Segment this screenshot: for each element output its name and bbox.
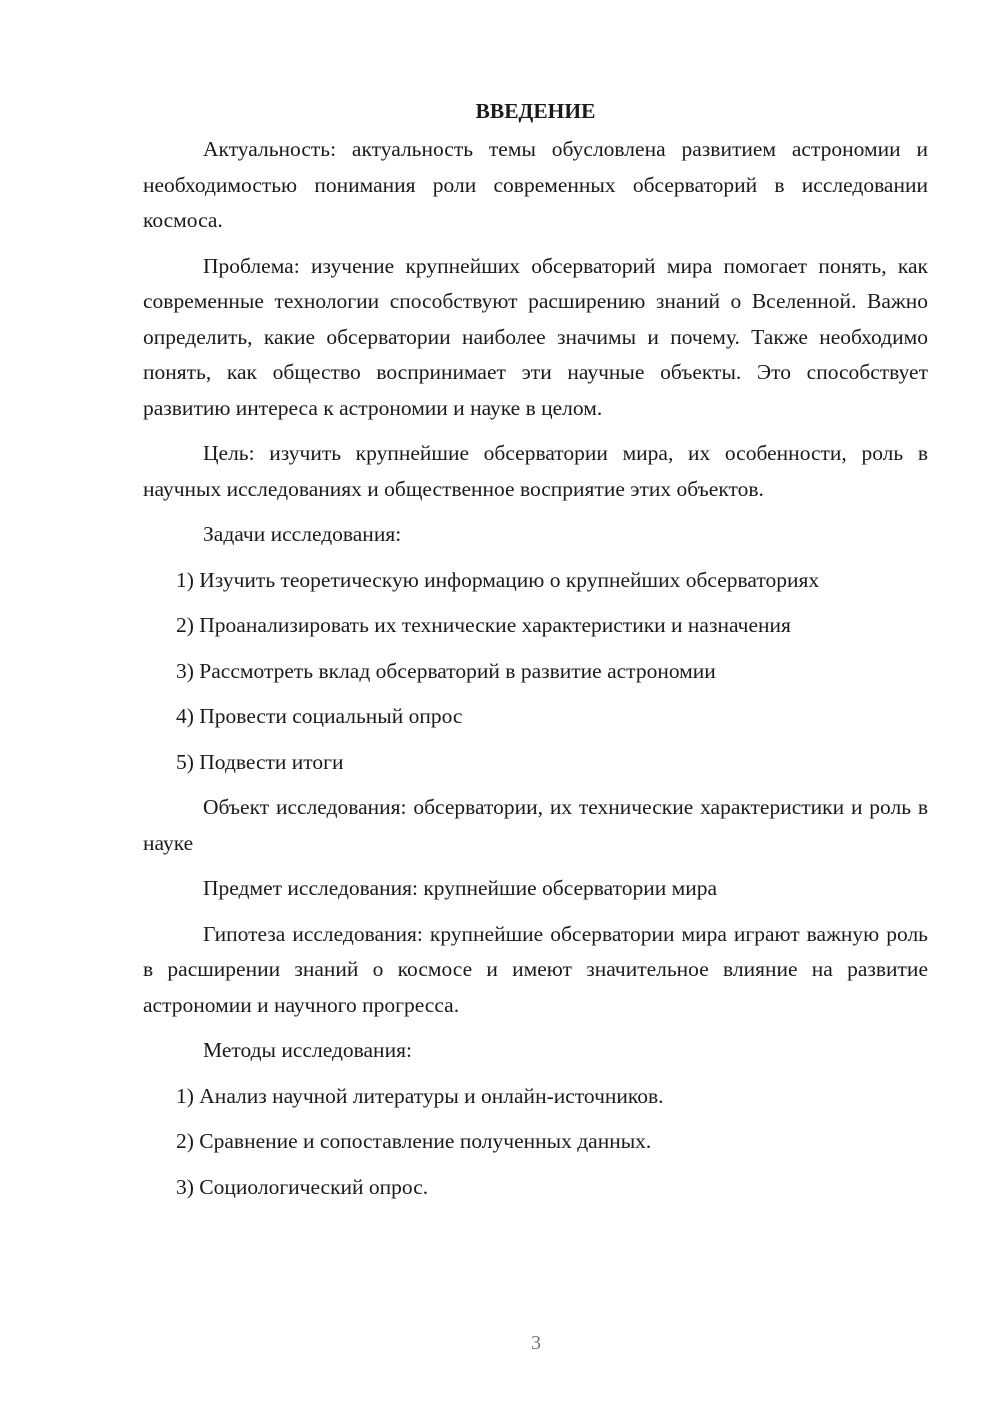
page-number: 3 [531,1332,541,1354]
methods-list [143,1079,928,1206]
relevance-paragraph: Актуальность: актуальность темы обусловлена развитием астрономии и необходимостью понимания роли современных обсерваторий в исследовании космоса. [143,137,928,232]
problem-paragraph: Проблема: изучение крупнейших обсерваторий мира помогает понять, как современные технологии способствуют расширению знаний о Вселенной. Важно определить, какие обсерватории наиболее значимы и почему. Также необходимо понять, как общество воспринимает эти научные объекты. Это способствует развитию интереса к астрономии и науке в целом. [143,253,928,420]
object-paragraph: Объект исследования: обсерватории, их технические характеристики и роль в науке [143,795,928,855]
hypothesis-paragraph: Гипотеза исследования: крупнейшие обсерватории мира играют важную роль в расширении знаний о космосе и имеют значительное влияние на развитие астрономии и научного прогресса. [143,921,928,1017]
document-page [143,96,928,1215]
task-item: 4) Провести социальный опрос [176,704,463,728]
subject-paragraph: Предмет исследования: крупнейшие обсерватории мира [203,876,718,900]
section-title: ВВЕДЕНИЕ [475,99,596,123]
tasks-list [143,563,928,781]
task-item: 5) Подвести итоги [176,749,344,774]
method-item: 3) Социологический опрос. [176,1174,429,1199]
tasks-heading: Задачи исследования: [203,522,402,546]
task-item: 3) Рассмотреть вклад обсерваторий в развитие астрономии [176,658,716,683]
method-item: 2) Сравнение и сопоставление полученных данных. [176,1129,652,1153]
task-item: 2) Проанализировать их технические характеристики и назначения [176,613,791,637]
methods-heading: Методы исследования: [203,1038,412,1062]
goal-paragraph: Цель: изучить крупнейшие обсерватории мира, их особенности, роль в научных исследованиях и общественное восприятие этих объектов. [143,441,928,501]
task-item: 1) Изучить теоретическую информацию о крупнейших обсерваториях [176,567,820,592]
method-item: 1) Анализ научной литературы и онлайн-источников. [176,1083,664,1108]
